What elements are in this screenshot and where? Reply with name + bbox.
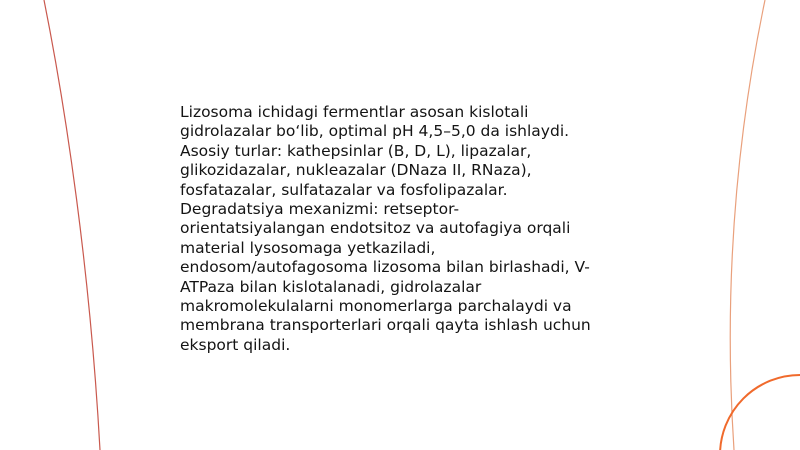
left-decorative-line	[44, 0, 100, 450]
accent-circle	[720, 375, 800, 450]
slide-body-text: Lizosoma ichidagi fermentlar asosan kislotali gidrolazalar bo‘lib, optimal pH 4,5–5,0 da ishlaydi. Asosiy turlar: kathepsinlar (B, D, L), lipazalar, glikozidazalar, nukleazalar (DNaza II, RNaza), fosfatazalar, sulfatazalar va fosfolipazalar. Degradatsiya mexanizmi: retseptor- orientatsiyalangan endotsitoz va autofagiya orqali material lysosomaga yetkaziladi, endosom/autofagosoma lizosoma bilan birlashadi, V- ATPaza bilan kislotalanadi, gidrolazalar makromolekulalarni monomerlarga parchalaydi va membrana transporterlari orqali qayta ishlash uchun eksport qiladi.	[180, 103, 591, 354]
right-decorative-line	[730, 0, 765, 450]
